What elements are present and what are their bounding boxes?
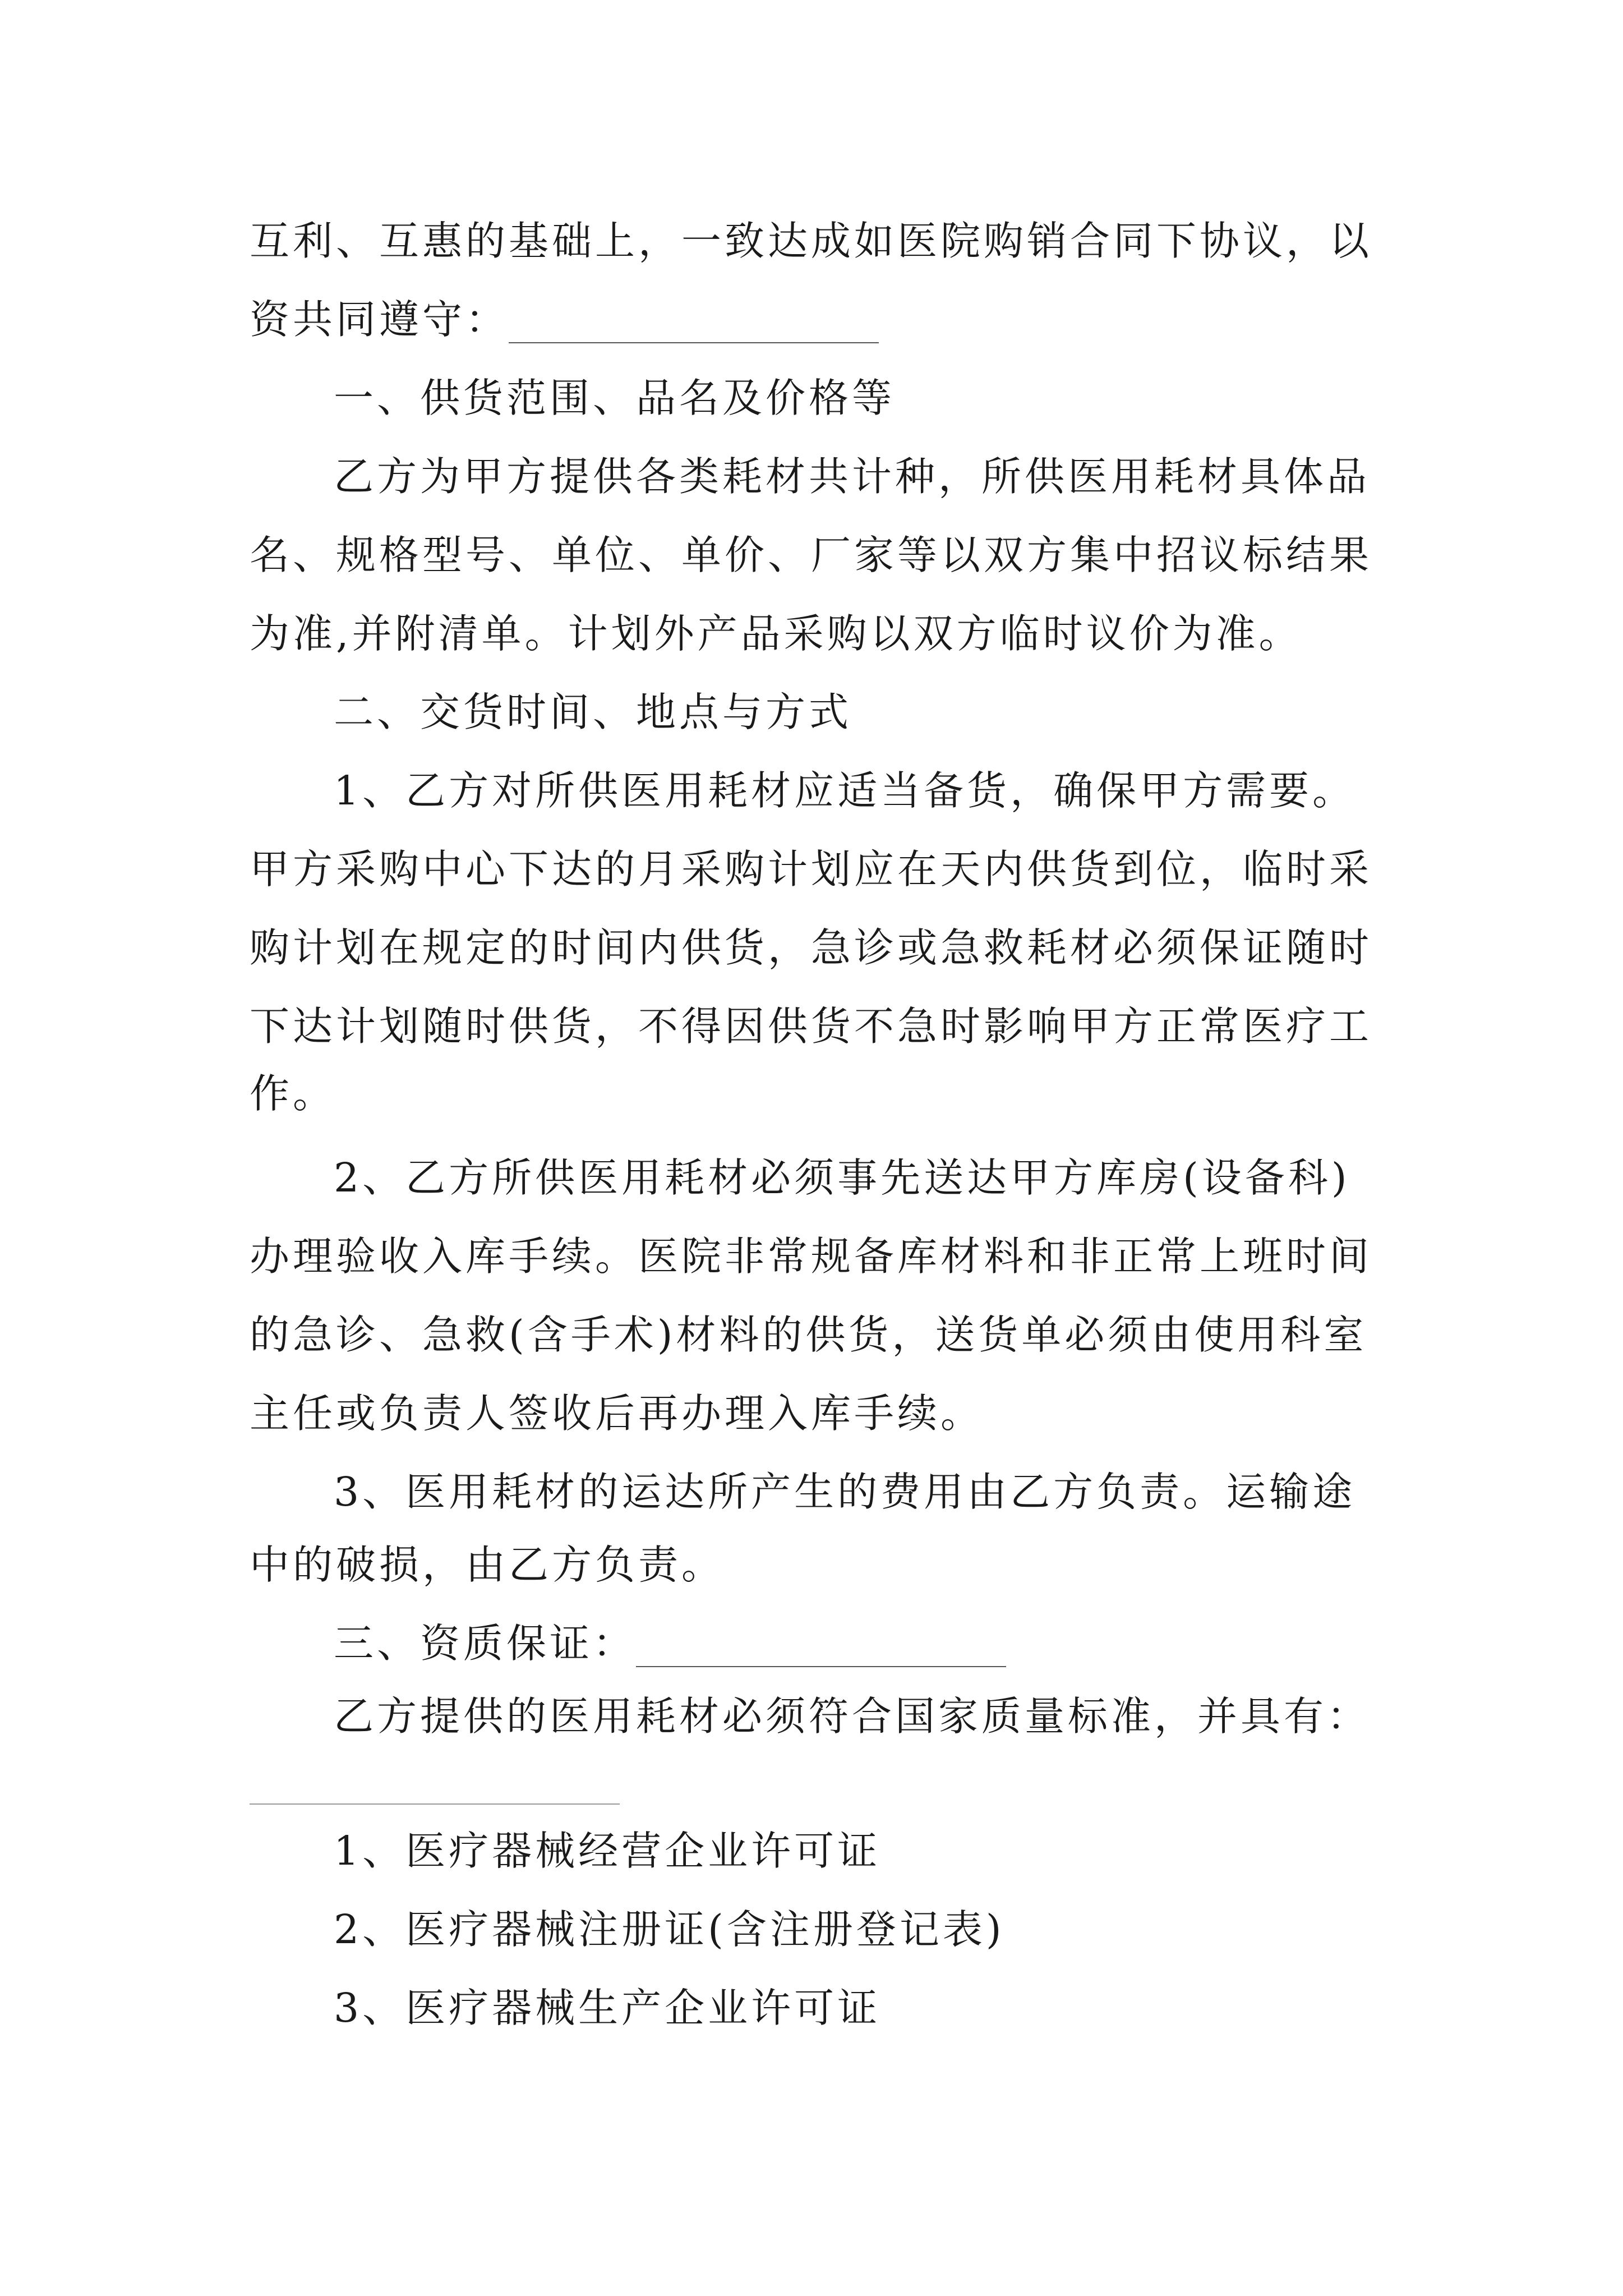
paragraph-line: 乙方为甲方提供各类耗材共计种，所供医用耗材具体品 [334,453,1371,500]
paragraph-line: 名、规格型号、单位、单价、厂家等以双方集中招议标结果 [250,532,1373,578]
footnote-divider [250,1803,620,1805]
paragraph-line: 乙方提供的医用耗材必须符合国家质量标准，并具有： [334,1693,1371,1740]
list-item: 2、医疗器械注册证(含注册登记表) [334,1906,1005,1953]
paragraph-line: 主任或负责人签收后再办理入库手续。 [250,1390,984,1437]
paragraph-line: 办理验收入库手续。医院非常规备库材料和非正常上班时间 [250,1233,1373,1280]
paragraph-line: 甲方采购中心下达的月采购计划应在天内供货到位，临时采 [250,846,1373,892]
fill-in-blank [636,1664,1006,1667]
paragraph-line: 3、医用耗材的运达所产生的费用由乙方负责。运输途 [334,1469,1356,1515]
paragraph-line: 的急诊、急救(含手术)材料的供货，送货单必须由使用科室 [250,1312,1367,1358]
fill-in-blank [509,340,879,343]
section-heading: 二、交货时间、地点与方式 [334,689,852,735]
line-text: 三、资质保证： [334,1620,637,1667]
paragraph-line: 中的破损，由乙方负责。 [250,1542,725,1588]
paragraph-line: 2、乙方所供医用耗材必须事先送达甲方库房(设备科) [334,1154,1350,1201]
line-text: 资共同遵守： [250,296,509,343]
paragraph-line: 购计划在规定的时间内供货，急诊或急救耗材必须保证随时 [250,924,1373,971]
paragraph-line [250,292,879,348]
list-item: 1、医疗器械经营企业许可证 [334,1828,881,1874]
section-heading: 一、供货范围、品名及价格等 [334,375,896,421]
paragraph-line: 作。 [250,1070,336,1117]
paragraph-line: 1、乙方对所供医用耗材应适当备货，确保甲方需要。 [334,767,1356,814]
section-heading [334,1616,1006,1672]
paragraph-line: 为准,并附清单。计划外产品采购以双方临时议价为准。 [250,610,1302,657]
list-item: 3、医疗器械生产企业许可证 [334,1985,881,2031]
paragraph-line: 互利、互惠的基础上，一致达成如医院购销合同下协议，以 [250,218,1373,264]
paragraph-line: 下达计划随时供货，不得因供货不急时影响甲方正常医疗工 [250,1003,1373,1050]
